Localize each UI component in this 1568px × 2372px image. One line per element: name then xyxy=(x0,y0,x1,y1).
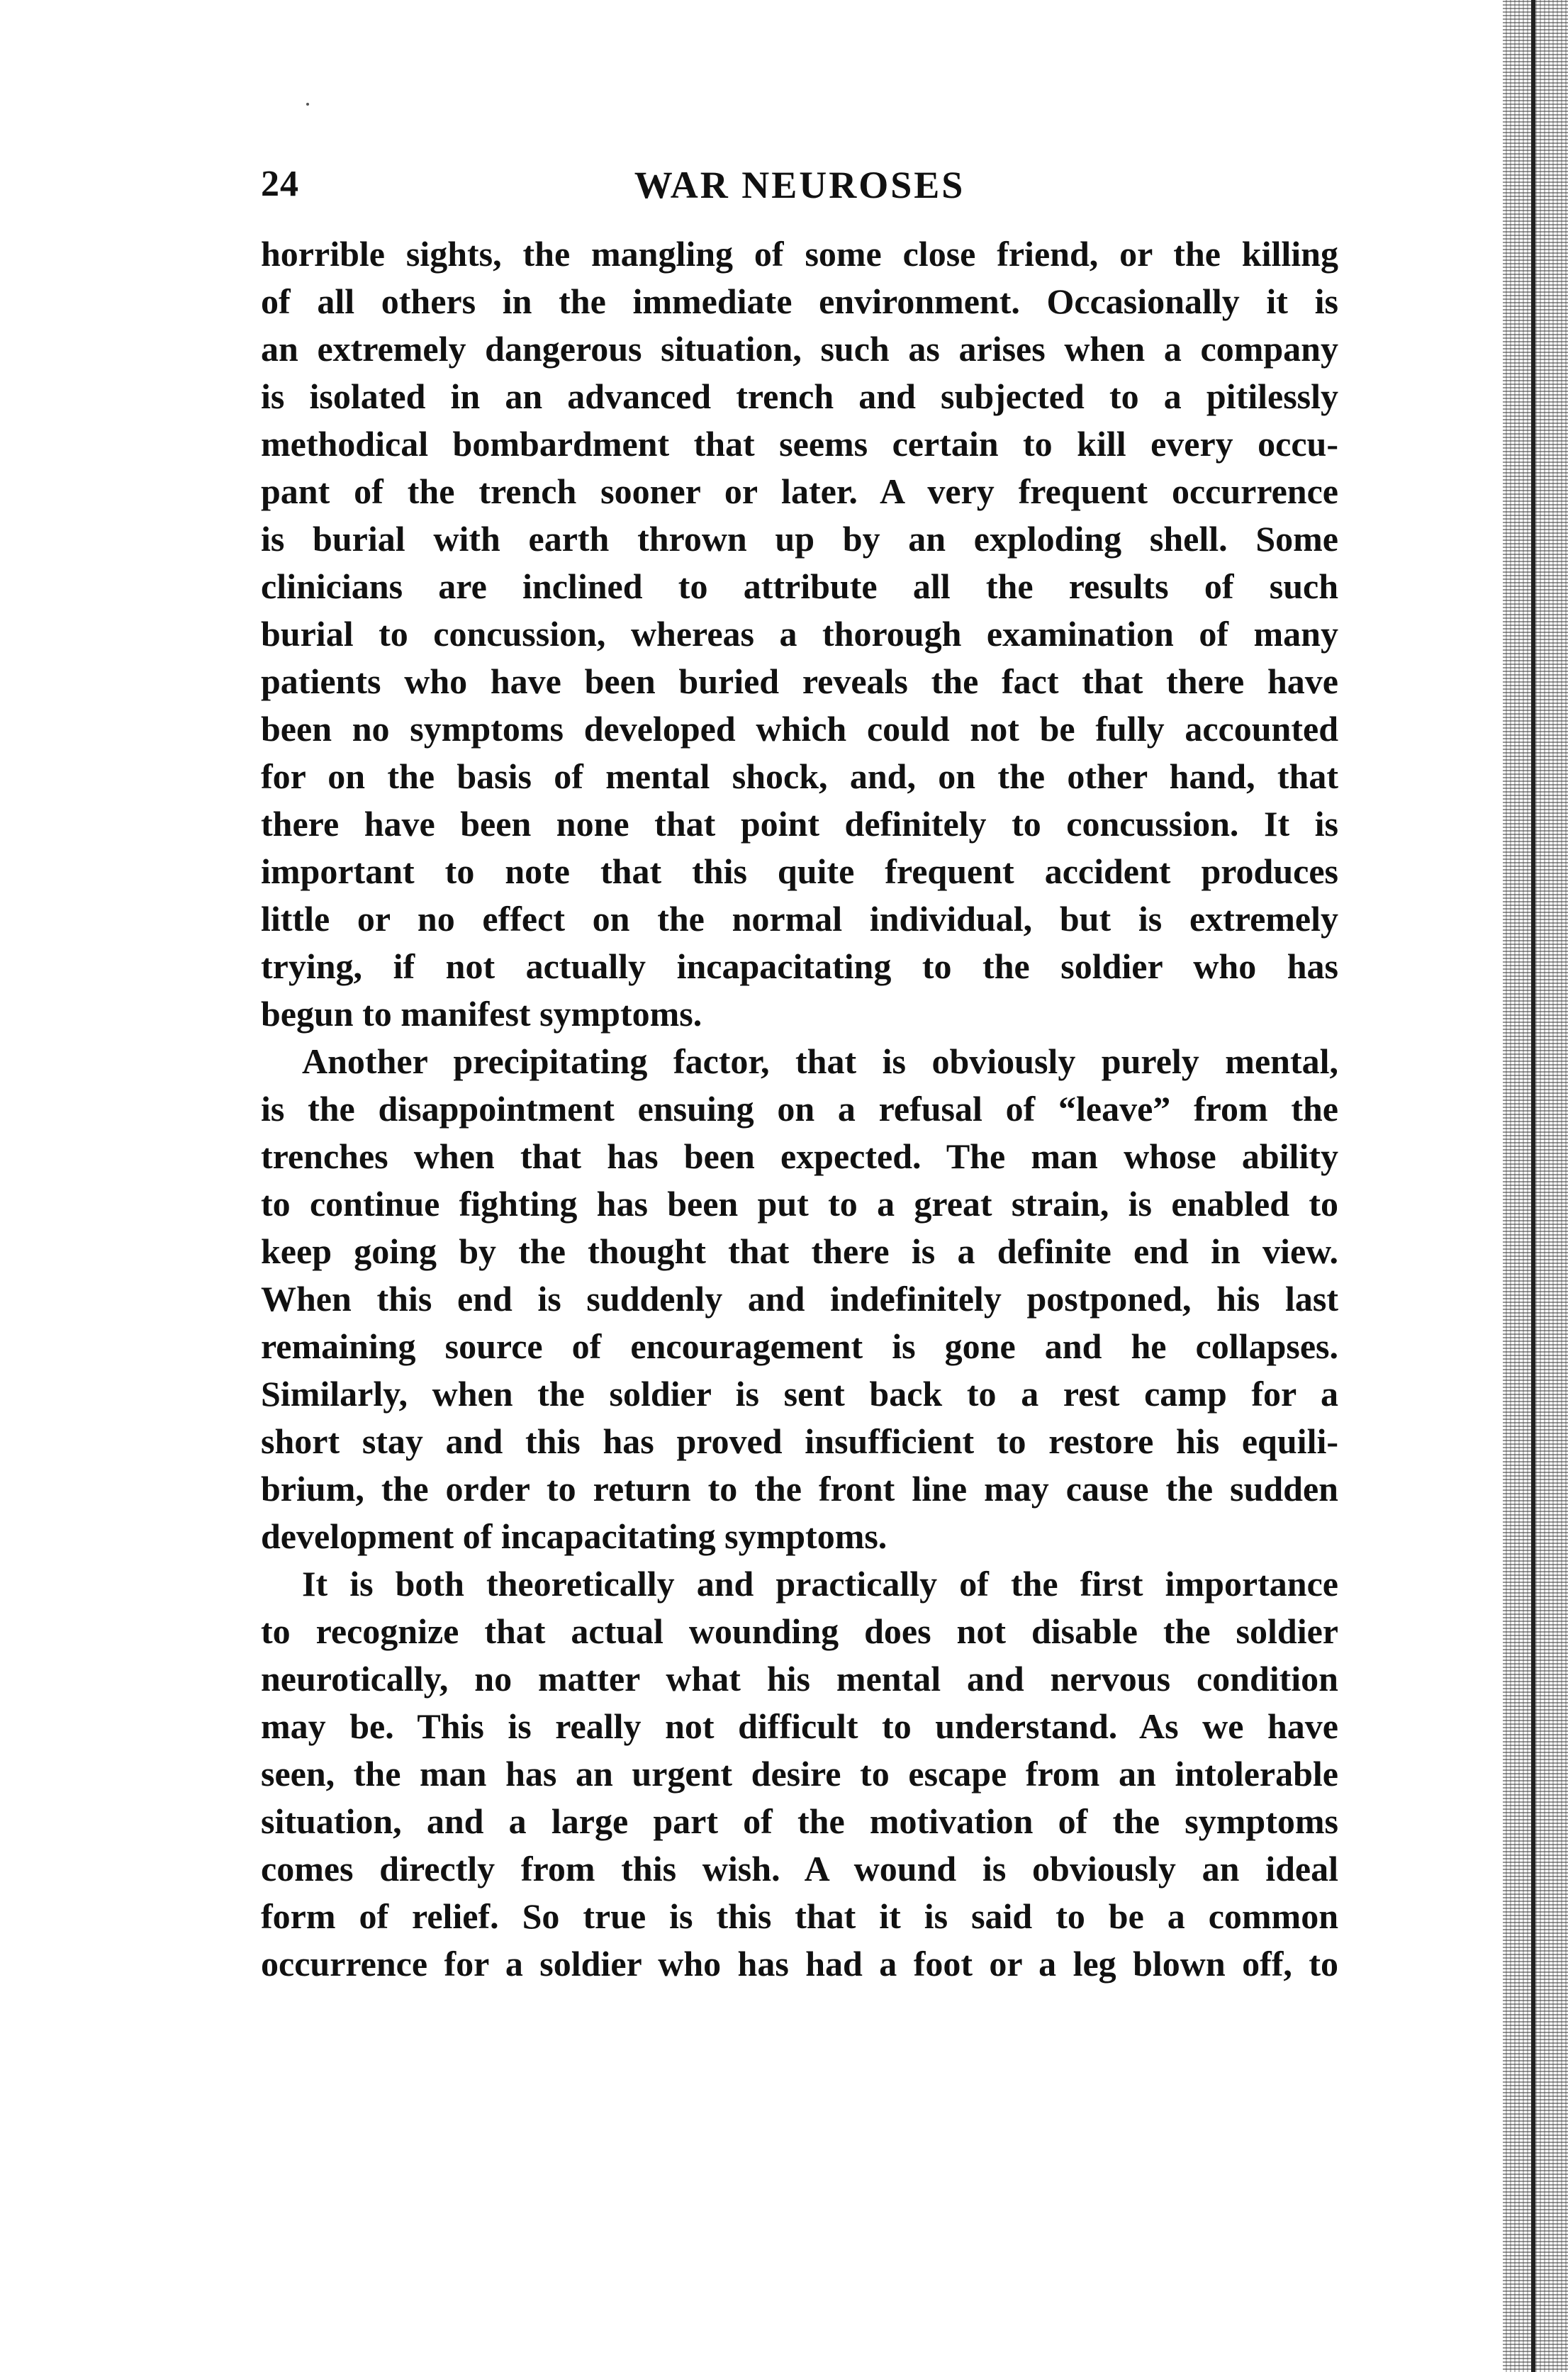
text-line: clinicians are inclined to attribute all the results of such xyxy=(261,566,1338,606)
text-line: keep going by the thought that there is a definite end in view. xyxy=(261,1231,1338,1271)
text-line: short stay and this has proved insufficient to restore his equili- xyxy=(261,1421,1338,1461)
text-line: Similarly, when the soldier is sent back to a rest camp for a xyxy=(261,1374,1338,1414)
page-header xyxy=(261,163,1338,220)
text-line: comes directly from this wish. A wound is obviously an ideal xyxy=(261,1849,1338,1889)
text-line: remaining source of encouragement is gone and he collapses. xyxy=(261,1326,1338,1366)
text-line: to continue fighting has been put to a great strain, is enabled to xyxy=(261,1184,1338,1224)
binding-edge-line xyxy=(1531,0,1535,2372)
text-line: been no symptoms developed which could not be fully accounted xyxy=(261,709,1338,749)
text-line: an extremely dangerous situation, such as arises when a company xyxy=(261,329,1338,369)
text-line: methodical bombardment that seems certain to kill every occu- xyxy=(261,424,1338,464)
body-text xyxy=(261,230,1338,1988)
scanned-page-edge xyxy=(1503,0,1568,2372)
text-line: occurrence for a soldier who has had a foot or a leg blown off, to xyxy=(261,1944,1338,1984)
text-line: is burial with earth thrown up by an exploding shell. Some xyxy=(261,519,1338,559)
text-line: to recognize that actual wounding does not disable the soldier xyxy=(261,1611,1338,1651)
text-line: brium, the order to return to the front line may cause the sudden xyxy=(261,1469,1338,1509)
text-line: pant of the trench sooner or later. A very frequent occurrence xyxy=(261,471,1338,511)
text-line: neurotically, no matter what his mental and nervous condition xyxy=(261,1659,1338,1699)
text-line: is isolated in an advanced trench and subjected to a pitilessly xyxy=(261,376,1338,416)
text-line: of all others in the immediate environment. Occasionally it is xyxy=(261,281,1338,321)
text-line: burial to concussion, whereas a thorough examination of many xyxy=(261,614,1338,654)
text-line: development of incapacitating symptoms. xyxy=(261,1516,887,1556)
text-line: trenches when that has been expected. The man whose ability xyxy=(261,1136,1338,1176)
text-line: for on the basis of mental shock, and, on the other hand, that xyxy=(261,756,1338,796)
page-number: 24 xyxy=(261,164,299,204)
text-line: When this end is suddenly and indefinitely postponed, his last xyxy=(261,1279,1338,1319)
text-line: form of relief. So true is this that it is said to be a common xyxy=(261,1896,1338,1936)
text-line: is the disappointment ensuing on a refusal of “leave” from the xyxy=(261,1089,1338,1129)
text-line: important to note that this quite frequent accident produces xyxy=(261,851,1338,891)
text-line: Another precipitating factor, that is obviously purely mental, xyxy=(302,1041,1338,1081)
paragraph-2 xyxy=(261,1038,1338,1560)
text-line: situation, and a large part of the motivation of the symptoms xyxy=(261,1801,1338,1841)
paragraph-3 xyxy=(261,1560,1338,1988)
text-line: little or no effect on the normal individual, but is extremely xyxy=(261,899,1338,939)
text-line: horrible sights, the mangling of some close friend, or the killing xyxy=(261,234,1338,274)
text-line: begun to manifest symptoms. xyxy=(261,994,702,1034)
print-speck xyxy=(306,103,309,106)
text-line: there have been none that point definitely to concussion. It is xyxy=(261,804,1338,844)
text-line: patients who have been buried reveals the fact that there have xyxy=(261,661,1338,701)
text-line: seen, the man has an urgent desire to escape from an intolerable xyxy=(261,1754,1338,1794)
running-title: WAR NEUROSES xyxy=(634,164,965,206)
text-line: It is both theoretically and practically of the first importance xyxy=(302,1564,1338,1604)
text-line: trying, if not actually incapacitating to the soldier who has xyxy=(261,946,1338,986)
text-line: may be. This is really not difficult to understand. As we have xyxy=(261,1706,1338,1746)
paragraph-1 xyxy=(261,230,1338,1038)
